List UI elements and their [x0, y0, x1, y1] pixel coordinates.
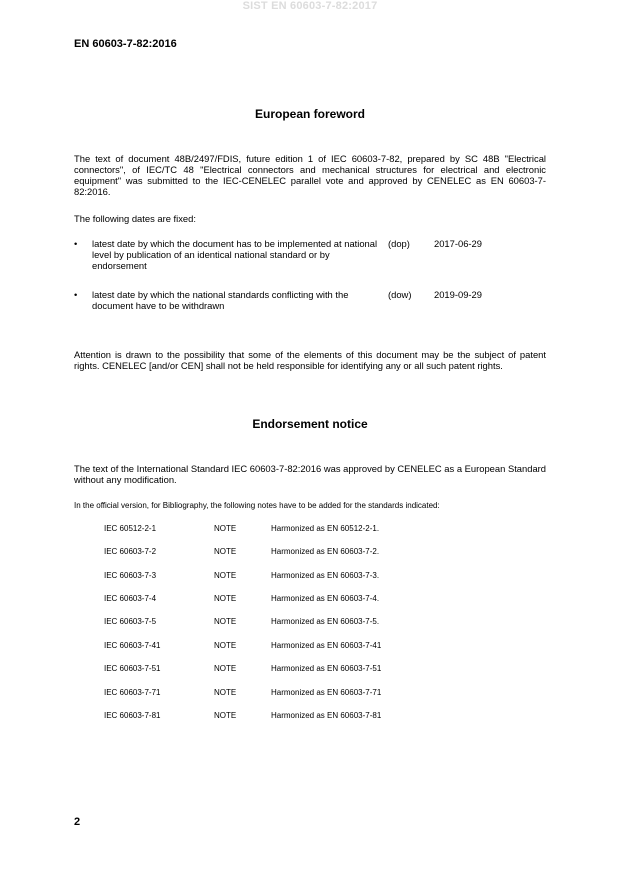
note-row	[0, 617, 620, 629]
note-harmonized: Harmonized as EN 60603-7-5.	[271, 617, 380, 626]
note-standard: IEC 60603-7-3	[104, 571, 157, 580]
note-standard: IEC 60603-7-71	[104, 688, 161, 697]
date-item-dop-code: (dop)	[388, 238, 410, 249]
foreword-title: European foreword	[254, 107, 365, 121]
note-row	[0, 641, 620, 653]
watermark: SIST EN 60603-7-82:2017	[242, 0, 378, 12]
note-standard: IEC 60603-7-2	[104, 547, 157, 556]
note-harmonized: Harmonized as EN 60603-7-51	[271, 664, 382, 673]
note-label: NOTE	[214, 617, 237, 626]
document-id: EN 60603-7-82:2016	[74, 38, 177, 50]
note-label: NOTE	[214, 688, 237, 697]
note-label: NOTE	[214, 711, 237, 720]
note-label: NOTE	[214, 524, 237, 533]
note-harmonized: Harmonized as EN 60603-7-81	[271, 711, 382, 720]
date-item-dop-text: latest date by which the document has to be implemented at national level by publication of an identical national standard or by endorsement	[92, 238, 378, 271]
bullet-dot: •	[74, 238, 78, 249]
note-label: NOTE	[214, 594, 237, 603]
note-label: NOTE	[214, 641, 237, 650]
note-row	[0, 547, 620, 559]
note-label: NOTE	[214, 664, 237, 673]
note-row	[0, 711, 620, 723]
note-label: NOTE	[214, 571, 237, 580]
endorsement-text: The text of the International Standard IEC 60603-7-82:2016 was approved by CENELEC as a European Standard without any modification.	[74, 463, 546, 485]
date-item-dow-text: latest date by which the national standards conflicting with the document have to be withdrawn	[92, 289, 349, 311]
note-harmonized: Harmonized as EN 60603-7-71	[271, 688, 382, 697]
date-item-dow-date: 2019-09-29	[434, 289, 482, 300]
note-standard: IEC 60603-7-81	[104, 711, 161, 720]
note-harmonized: Harmonized as EN 60603-7-41	[271, 641, 382, 650]
bullet-dot: •	[74, 289, 78, 300]
note-row	[0, 524, 620, 536]
date-item-dop-date: 2017-06-29	[434, 238, 482, 249]
note-standard: IEC 60603-7-4	[104, 594, 157, 603]
notes-lead: In the official version, for Bibliography, the following notes have to be added for the standards indicated:	[74, 501, 440, 510]
note-standard: IEC 60512-2-1	[104, 524, 157, 533]
note-harmonized: Harmonized as EN 60603-7-4.	[271, 594, 380, 603]
foreword-intro: The text of document 48B/2497/FDIS, future edition 1 of IEC 60603-7-82, prepared by SC 48B "Electrical connectors", of IEC/TC 48 "Electrical connectors and mechanical structures for electrical and electronic equipment" was submitted to the IEC-CENELEC parallel vote and approved by CENELEC as EN 60603-7-82:2016.	[74, 153, 546, 197]
note-standard: IEC 60603-7-41	[104, 641, 161, 650]
endorsement-title: Endorsement notice	[252, 417, 368, 431]
note-harmonized: Harmonized as EN 60603-7-3.	[271, 571, 380, 580]
note-harmonized: Harmonized as EN 60603-7-2.	[271, 547, 380, 556]
note-standard: IEC 60603-7-5	[104, 617, 157, 626]
date-item-dow-code: (dow)	[388, 289, 412, 300]
dates-lead: The following dates are fixed:	[74, 213, 196, 224]
note-row	[0, 688, 620, 700]
note-harmonized: Harmonized as EN 60512-2-1.	[271, 524, 380, 533]
note-standard: IEC 60603-7-51	[104, 664, 161, 673]
note-row	[0, 664, 620, 676]
page-number: 2	[74, 816, 81, 828]
note-label: NOTE	[214, 547, 237, 556]
patent-attention: Attention is drawn to the possibility that some of the elements of this document may be the subject of patent rights. CENELEC [and/or CEN] shall not be held responsible for identifying any or all such patent rights.	[74, 349, 546, 371]
note-row	[0, 571, 620, 583]
note-row	[0, 594, 620, 606]
